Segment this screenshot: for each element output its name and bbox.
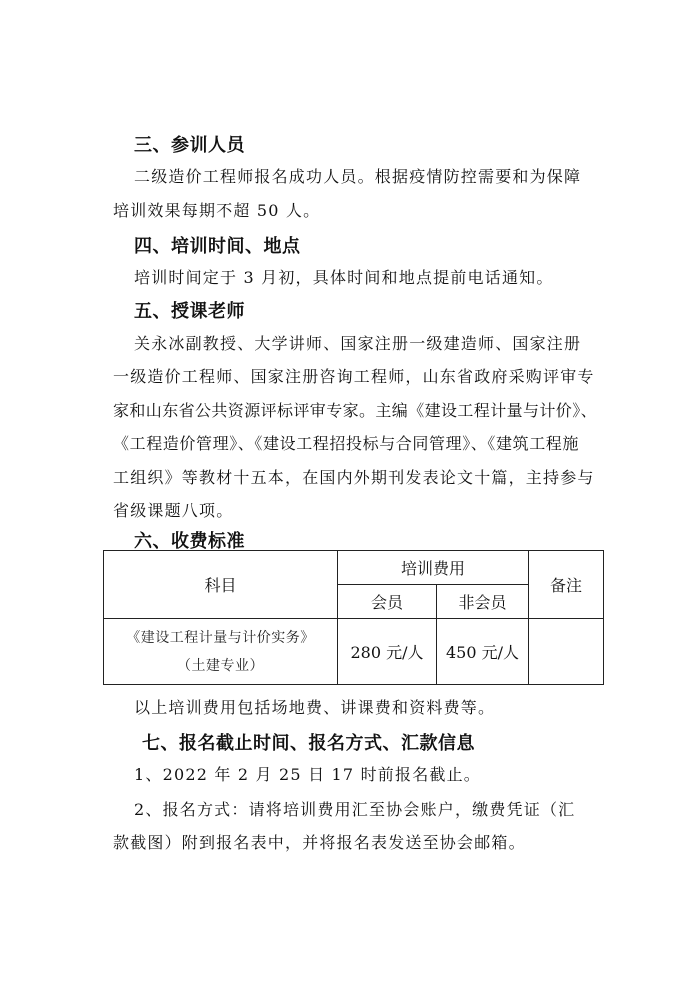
fee-table-nonmember-fee: 450 元/人 bbox=[437, 619, 529, 685]
registration-method-line-2: 款截图）附到报名表中，并将报名表发送至协会邮箱。 bbox=[113, 833, 526, 852]
fee-table-subject-name: 《建设工程计量与计价实务》 bbox=[126, 629, 315, 646]
fee-table-header-member: 会员 bbox=[338, 585, 437, 619]
instructor-text-line-5: 工组织》等教材十五本，在国内外期刊发表论文十篇，主持参与 bbox=[113, 468, 595, 487]
section-heading-registration: 七、报名截止时间、报名方式、汇款信息 bbox=[142, 733, 475, 754]
registration-method-line-1: 2、报名方式：请将培训费用汇至协会账户，缴费凭证（汇 bbox=[134, 800, 576, 819]
fee-table-header-nonmember: 非会员 bbox=[437, 585, 529, 619]
time-location-text: 培训时间定于 3 月初，具体时间和地点提前电话通知。 bbox=[134, 268, 554, 287]
fee-table-subject-cell bbox=[104, 619, 338, 685]
registration-deadline: 1、2022 年 2 月 25 日 17 时前报名截止。 bbox=[134, 765, 481, 784]
fee-table bbox=[103, 550, 604, 685]
participants-text-line-2: 培训效果每期不超 50 人。 bbox=[113, 201, 321, 220]
fee-table-member-fee: 280 元/人 bbox=[338, 619, 437, 685]
instructor-text-line-4: 《工程造价管理》、《建设工程招投标与合同管理》、《建筑工程施 bbox=[113, 434, 580, 453]
fee-note: 以上培训费用包括场地费、讲课费和资料费等。 bbox=[134, 698, 496, 717]
instructor-text-line-3: 家和山东省公共资源评标评审专家。主编《建设工程计量与计价》、 bbox=[113, 401, 598, 420]
instructor-text-line-1: 关永冰副教授、大学讲师、国家注册一级建造师、国家注册 bbox=[134, 334, 582, 353]
instructor-text-line-6: 省级课题八项。 bbox=[113, 501, 234, 520]
fee-table-header-fee: 培训费用 bbox=[338, 551, 529, 585]
fee-table-note-cell bbox=[529, 619, 604, 685]
instructor-text-line-2: 一级造价工程师、国家注册咨询工程师，山东省政府采购评审专 bbox=[113, 367, 595, 386]
fee-table-subject-major: （土建专业） bbox=[177, 657, 264, 674]
fee-table-header-subject: 科目 bbox=[104, 551, 338, 619]
section-heading-participants: 三、参训人员 bbox=[134, 135, 245, 156]
section-heading-instructor: 五、授课老师 bbox=[134, 301, 245, 322]
participants-text-line-1: 二级造价工程师报名成功人员。根据疫情防控需要和为保障 bbox=[134, 167, 582, 186]
section-heading-fees: 六、收费标准 bbox=[134, 531, 245, 552]
fee-table-header-note: 备注 bbox=[529, 551, 604, 619]
section-heading-time-location: 四、培训时间、地点 bbox=[134, 236, 301, 257]
